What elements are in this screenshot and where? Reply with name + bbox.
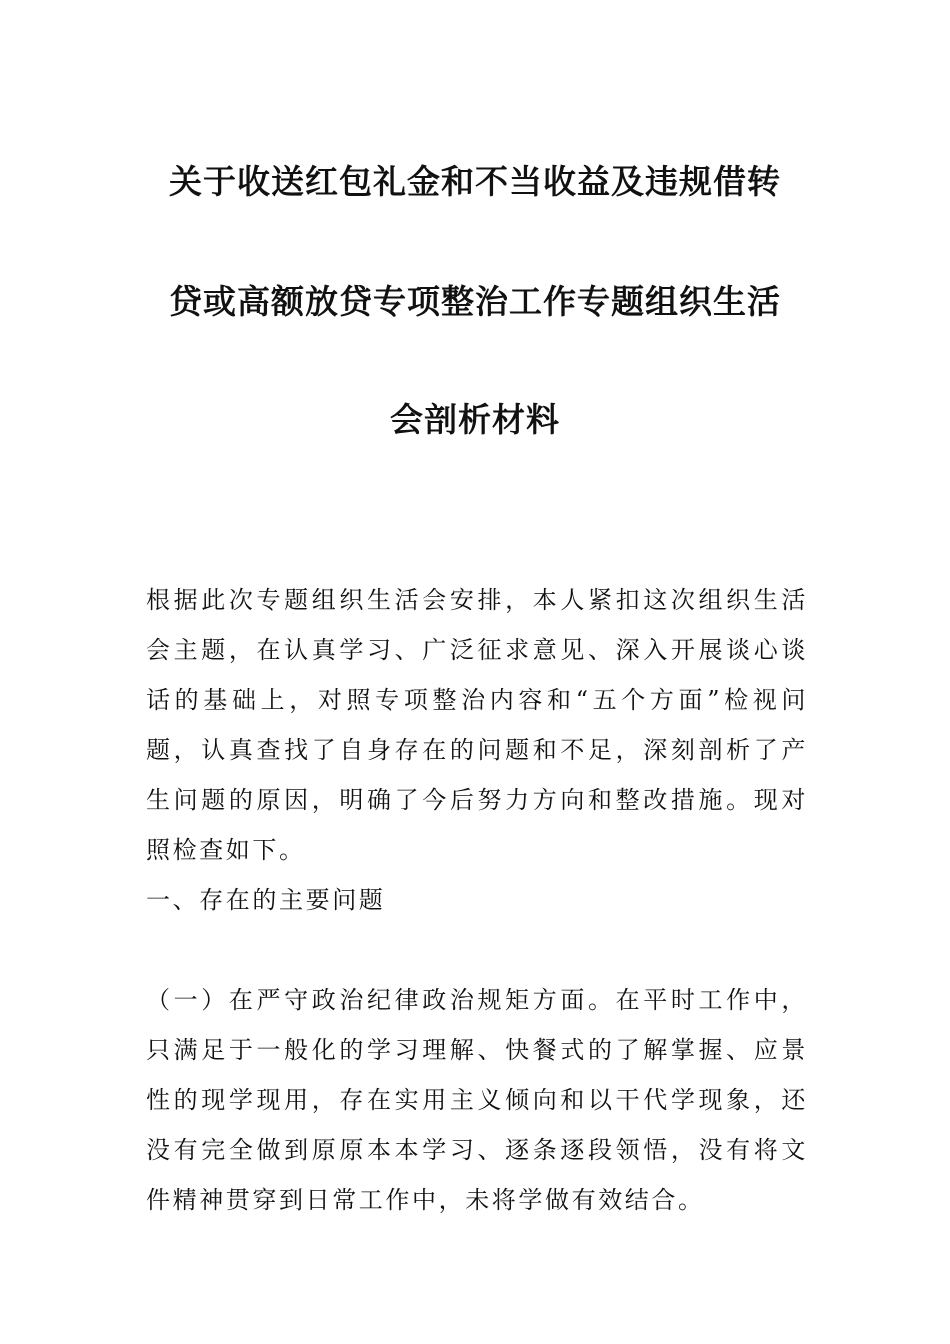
section-heading: 一、存在的主要问题	[146, 886, 386, 914]
intro-paragraph: 根据此次专题组织生活会安排，本人紧扣这次组织生活会主题，在认真学习、广泛征求意见、深入开展谈心谈话的基础上，对照专项整治内容和“五个方面”检视问题，认真查找了自身存在的问题和不足，深刻剖析了产生问题的原因，明确了今后努力方向和整改措施。现对照检查如下。	[146, 586, 808, 864]
document-title-line-3: 会剖析材料	[390, 400, 560, 439]
document-title-line-2: 贷或高额放贷专项整治工作专题组织生活	[169, 282, 781, 321]
document-title-line-1: 关于收送红包礼金和不当收益及违规借转	[169, 162, 781, 201]
section-one-paragraph: （一）在严守政治纪律政治规矩方面。在平时工作中，只满足于一般化的学习理解、快餐式的了解掌握、应景性的现学现用，存在实用主义倾向和以干代学现象，还没有完全做到原原本本学习、逐条逐段领悟，没有将文件精神贯穿到日常工作中，未将学做有效结合。	[146, 986, 808, 1214]
